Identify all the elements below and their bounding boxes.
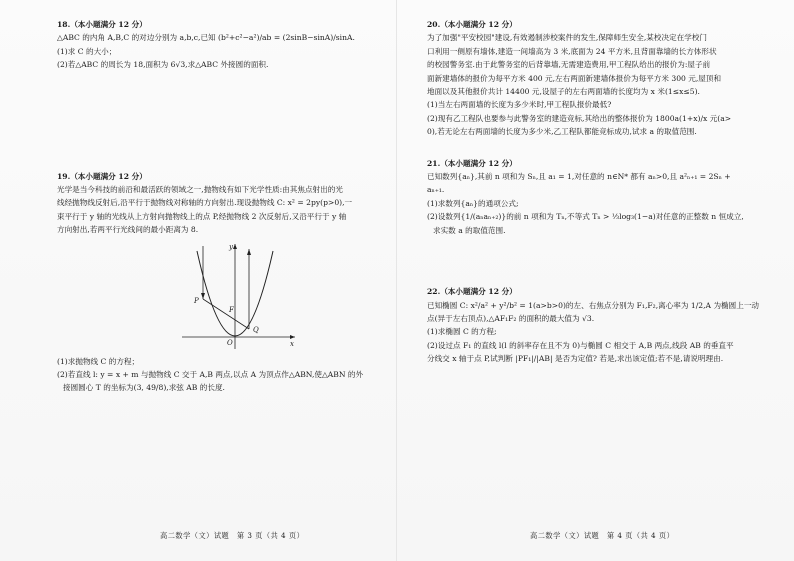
question-20-line: 口利用一侧原有墙体,建造一间墙高为 3 米,底面为 24 平方米,且背面靠墙的长方体形状 [427, 46, 717, 56]
question-20-line: 的校园警务室.由于此警务室的后背靠墙,无需建造费用,甲工程队给出的报价为:屋子前 [427, 60, 711, 70]
question-22-line: 点(异于左右顶点),△AF₁F₂ 的面积的最大值为 √3. [427, 313, 595, 323]
question-21-header: 21.（本小题满分 12 分） [427, 158, 517, 168]
reflected-ray [203, 299, 249, 329]
question-22 [427, 285, 767, 365]
question-18-stem: △ABC 的内角 A,B,C 的对边分别为 a,b,c,已知 (b²+c²−a²)/ab = (2sinB−sinA)/sinA. [57, 33, 355, 43]
label-x: x [290, 339, 294, 348]
question-21 [427, 157, 767, 237]
question-19 [57, 170, 402, 395]
question-20-part-2: (2)现有乙工程队也要参与此警务室的建造竞标,其给出的整体报价为 1800a(1+x)/x 元(a> [427, 113, 732, 123]
question-18-part-2: (2)若△ABC 的周长为 18,面积为 6√3,求△ABC 外接圆的面积. [57, 60, 269, 70]
incoming-ray-arrow [201, 293, 205, 299]
question-19-stem-line: 线经抛物线反射后,沿平行于抛物线对称轴的方向射出.现设抛物线 C: x² = 2py(p>0),一 [57, 198, 353, 208]
question-22-line: 已知椭圆 C: x²/a² + y²/b² = 1(a>b>0)的左、右焦点分别为 F₁,F₂,离心率为 1/2,A 为椭圆上一动 [427, 300, 760, 310]
right-page-footer: 高二数学（文）试题 第 4 页（共 4 页） [530, 531, 675, 540]
question-21-part-1: (1)求数列{aₙ}的通项公式; [427, 198, 519, 208]
question-22-part-2: (2)设过点 F₁ 的直线 l(l 的斜率存在且不为 0)与椭圆 C 相交于 A,B 两点,线段 AB 的垂直平 [427, 340, 734, 350]
question-21-line: aₙ₊₁. [427, 185, 445, 195]
question-19-part-2-cont: 接圆圆心 T 的坐标为(3, 49/8),求弦 AB 的长度. [63, 383, 225, 393]
question-20-header: 20.（本小题满分 12 分） [427, 20, 517, 29]
right-page [427, 18, 767, 366]
parabola-figure [177, 241, 297, 351]
question-20-part-2-cont: 0),若无论左右两面墙的长度为多少米,乙工程队都能竞标成功,试求 a 的取值范围. [427, 127, 697, 137]
label-q: Q [253, 325, 259, 334]
left-page [57, 18, 402, 395]
question-21-part-2-cont: 求实数 a 的取值范围. [433, 225, 506, 235]
question-19-stem-line: 束平行于 y 轴的光线从上方射向抛物线上的点 P,经抛物线 2 次反射后,又沿平行于 y 轴 [57, 211, 347, 221]
outgoing-ray-arrow [247, 249, 251, 255]
question-20-line: 为了加强"平安校园"建设,有效遏制涉校案件的发生,保障师生安全,某校决定在学校门 [427, 33, 708, 43]
y-axis-arrow [233, 244, 237, 249]
question-18-header: 18.（本小题满分 12 分） [57, 20, 147, 29]
left-page-footer: 高二数学（文）试题 第 3 页（共 4 页） [160, 531, 305, 540]
question-22-part-1: (1)求椭圆 C 的方程; [427, 327, 497, 337]
label-y: y [229, 242, 233, 251]
question-19-part-2: (2)若直线 l: y = x + m 与抛物线 C 交于 A,B 两点,以点 A 为顶点作△ABN,使△ABN 的外 [57, 370, 364, 380]
question-19-part-1: (1)求抛物线 C 的方程； [57, 356, 140, 366]
question-21-line: 已知数列{aₙ},其前 n 项和为 Sₙ,且 a₁ = 1,对任意的 n∈N* 都有 aₙ>0,且 a²ₙ₊₁ = 2Sₙ + [427, 172, 731, 182]
question-21-part-2: (2)设数列{1/(aₙaₙ₊₂)}的前 n 项和为 Tₙ,不等式 Tₙ > ⅓log₃(1−a)对任意的正整数 n 恒成立, [427, 212, 744, 222]
question-22-header: 22.（本小题满分 12 分） [427, 287, 517, 297]
question-20-line: 地面以及其他报价共计 14400 元,设屋子的左右两面墙的长度均为 x 米(1≤x≤5). [427, 87, 700, 97]
question-19-stem-line: 方向射出,若两平行光线间的最小距离为 8. [57, 225, 199, 235]
question-19-header: 19.（本小题满分 12 分） [57, 171, 147, 181]
question-18 [57, 18, 402, 72]
question-19-stem-line: 光学是当今科技的前沿和最活跃的领域之一,抛物线有如下光学性质:由其焦点射出的光 [57, 185, 343, 195]
question-20-line: 面新建墙体的报价为每平方米 400 元,左右两面新建墙体报价为每平方米 300 元,屋顶和 [427, 73, 722, 83]
label-o: O [227, 338, 233, 347]
question-20-part-1: (1)当左右两面墙的长度为多少米时,甲工程队报价最低? [427, 100, 612, 110]
label-f: F [229, 305, 234, 314]
label-p: P [194, 296, 199, 305]
question-20 [427, 18, 767, 139]
question-18-part-1: (1)求 C 的大小； [57, 46, 117, 56]
question-22-part-2-cont: 分线交 x 轴于点 P,试判断 |PF₁|/|AB| 是否为定值? 若是,求出该定值;若不是,请说明理由. [427, 354, 724, 364]
